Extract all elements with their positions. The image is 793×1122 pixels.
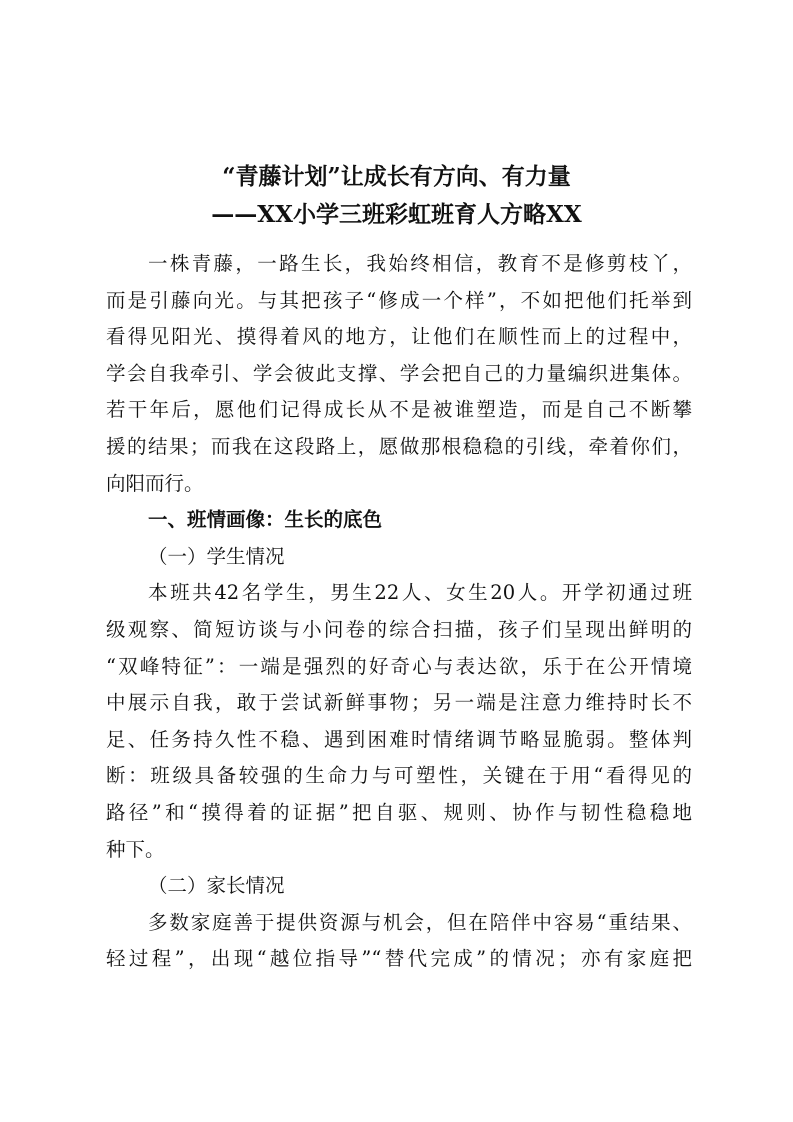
paragraph-line: 一株青藤，一路生长，我始终相信，教育不是修剪枝丫，	[148, 252, 692, 275]
document-subtitle: ——XX小学三班彩虹班育人方略XX	[211, 201, 582, 228]
paragraph-line: 多数家庭善于提供资源与机会，但在陪伴中容易“重结果、	[148, 910, 692, 934]
paragraph-line: 断：班级具备较强的生命力与可塑性，关键在于用“看得见的	[106, 764, 692, 788]
section-heading: 一、班情画像：生长的底色	[148, 508, 383, 532]
paragraph-line: 级观察、简短访谈与小问卷的综合扫描，孩子们呈现出鲜明的	[106, 617, 692, 641]
paragraph-line: 而是引藤向光。与其把孩子“修成一个样”，不如把他们托举到	[106, 288, 692, 312]
paragraph-line: 援的结果；而我在这段路上，愿做那根稳稳的引线，牵着你们，	[106, 434, 692, 458]
paragraph-line: 学会自我牵引、学会彼此支撑、学会把自己的力量编织进集体。	[106, 361, 692, 385]
paragraph-line: 轻过程”，出现“越位指导”“替代完成”的情况；亦有家庭把	[106, 947, 692, 971]
paragraph-line: 路径”和“摸得着的证据”把自驱、规则、协作与韧性稳稳地	[106, 800, 692, 824]
document-body	[106, 246, 692, 978]
paragraph-line: 中展示自我，敢于尝试新鲜事物；另一端是注意力维持时长不	[106, 691, 692, 715]
paragraph-line: 种下。	[106, 837, 165, 861]
subsection-heading: （二）家长情况	[148, 874, 285, 898]
paragraph-line: 若干年后，愿他们记得成长从不是被谁塑造，而是自己不断攀	[106, 398, 692, 422]
document-title: “青藤计划”让成长有方向、有力量	[222, 163, 571, 190]
subsection-heading: （一）学生情况	[148, 544, 285, 568]
paragraph-line: 看得见阳光、摸得着风的地方，让他们在顺性而上的过程中，	[106, 325, 692, 349]
paragraph-line: 向阳而行。	[106, 471, 204, 495]
paragraph-line: 本班共42名学生，男生22人、女生20人。开学初通过班	[148, 581, 692, 605]
paragraph-line: 足、任务持久性不稳、遇到困难时情绪调节略显脆弱。整体判	[106, 727, 692, 751]
paragraph-line: “双峰特征”：一端是强烈的好奇心与表达欲，乐于在公开情境	[106, 654, 692, 678]
